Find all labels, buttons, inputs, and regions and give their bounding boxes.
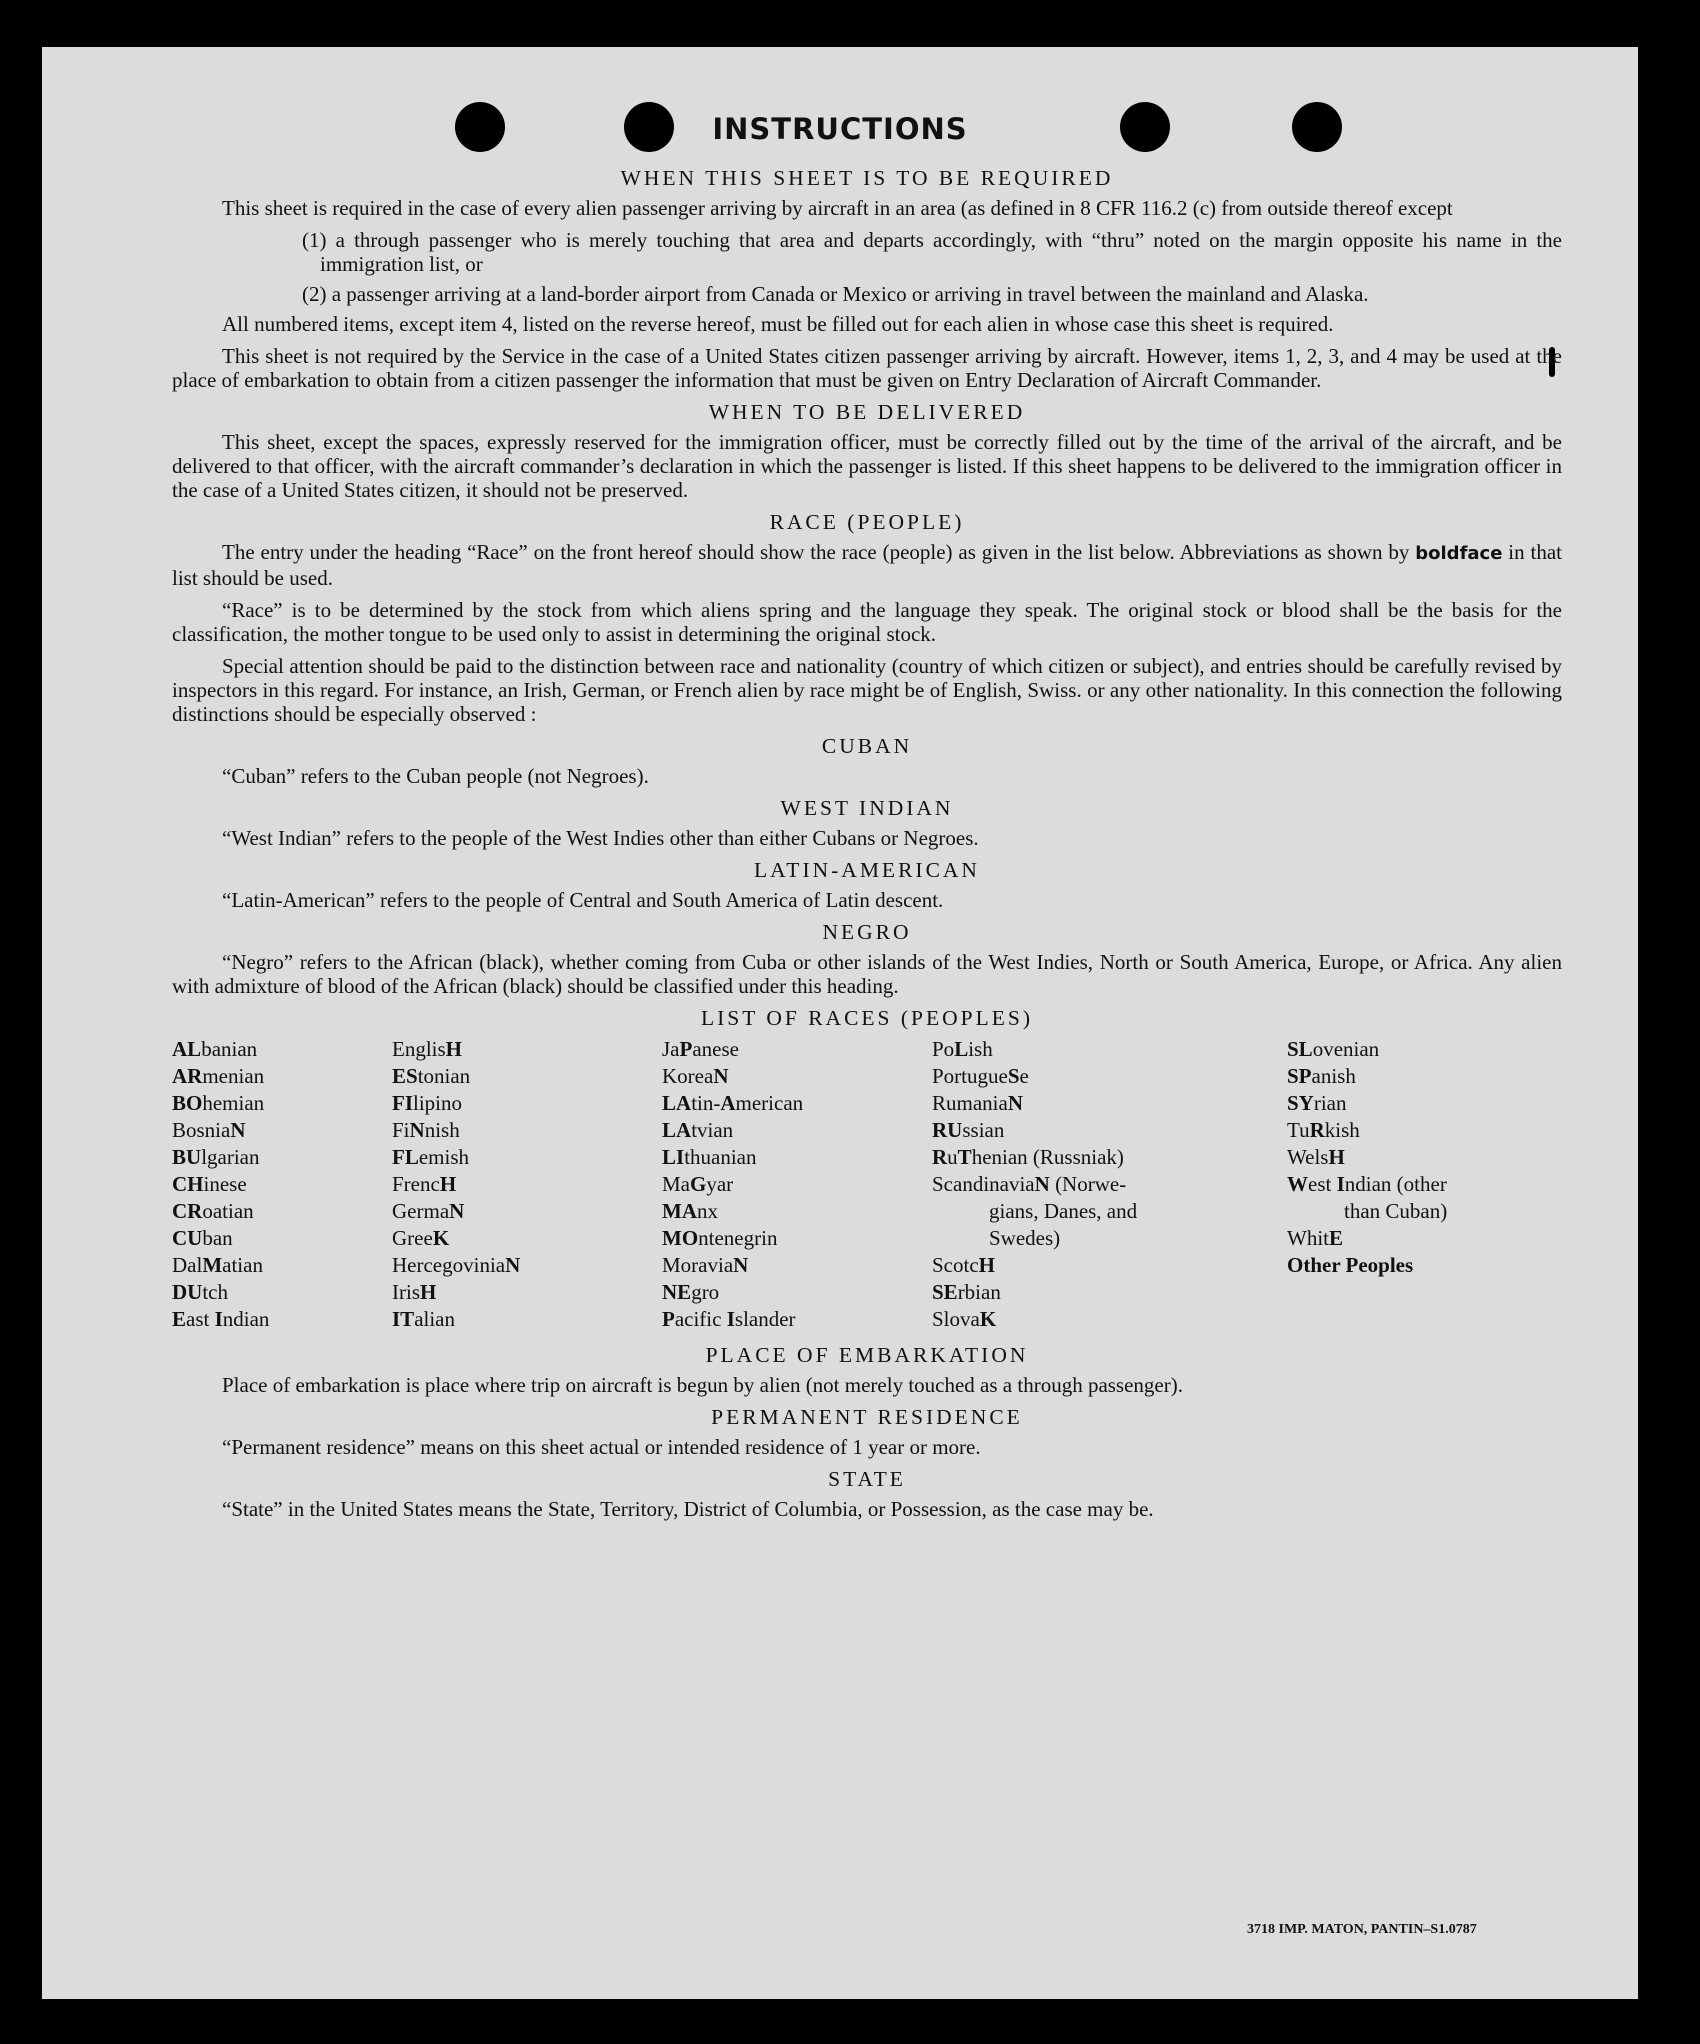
paragraph: This sheet, except the spaces, expressly reserved for the immigration officer, must be correctly filled out by the time of the arrival of the aircraft, and be delivered to that officer, with the aircraft commander’s declaration in which the passenger is listed. If this sheet happens to be delivered to the immigration officer in the case of a United States citizen, it should not be preserved. [172, 430, 1562, 502]
paragraph [172, 540, 1562, 590]
paragraph: This sheet is required in the case of every alien passenger arriving by aircraft in an area (as defined in 8 CFR 116.2 (c) from outside thereof except [222, 196, 1453, 220]
race-entry: MAnx [662, 1199, 718, 1223]
instructions-body [172, 162, 1562, 1529]
section-heading: WEST INDIAN [780, 796, 954, 820]
exception-item: (2) a passenger arriving at a land-border airport from Canada or Mexico or arriving in travel between the mainland and Alaska. [302, 282, 1369, 306]
race-entry: MoraviaN [662, 1253, 749, 1277]
paragraph: “West Indian” refers to the people of the West Indies other than either Cubans or Negroes. [222, 826, 979, 850]
race-entry: TuRkish [1287, 1118, 1360, 1142]
race-entry: WhitE [1287, 1226, 1344, 1250]
race-entry: MOntenegrin [662, 1226, 778, 1250]
document-sheet [42, 47, 1638, 1999]
paragraph: “Negro” refers to the African (black), whether coming from Cuba or other islands of the West Indies, North or South America, Europe, or Africa. Any alien with admixture of blood of the African (black) should be classified under this heading. [172, 950, 1562, 998]
race-entry: Other Peoples [1287, 1253, 1414, 1277]
race-entry: GreeK [392, 1226, 450, 1250]
race-entry: SPanish [1287, 1064, 1356, 1088]
section-heading: LIST OF RACES (PEOPLES) [700, 1006, 1034, 1030]
race-entry: NEgro [662, 1280, 720, 1304]
race-entry: CHinese [172, 1172, 247, 1196]
race-entry: SErbian [932, 1280, 1001, 1304]
race-entry: ARmenian [172, 1064, 265, 1088]
race-entry: FrencH [392, 1172, 457, 1196]
boldface-word: boldface [1415, 543, 1503, 564]
race-entry: RuThenian (Russniak) [932, 1145, 1124, 1169]
race-entry: BosniaN [172, 1118, 246, 1142]
race-entry: SLovenian [1287, 1037, 1380, 1061]
race-entry: CUban [172, 1226, 233, 1250]
race-entry: Swedes) [989, 1226, 1061, 1250]
paragraph: This sheet is not required by the Service in the case of a United States citizen passenger arriving by aircraft. However, items 1, 2, 3, and 4 may be used at the place of embarkation to obtain from a citizen passenger the information that must be given on Entry Declaration of Aircraft Commander. [172, 344, 1562, 392]
exception-item: (1) a through passenger who is merely touching that area and departs accordingly, with “thru” noted on the margin opposite his name in the immigration list, or [302, 228, 1562, 276]
race-entry: East Indian [172, 1307, 270, 1331]
paragraph: Place of embarkation is place where trip on aircraft is begun by alien (not merely touched as a through passenger). [222, 1373, 1183, 1397]
race-entry: FiNnish [392, 1118, 460, 1142]
race-column [932, 1036, 1287, 1333]
section-heading: WHEN THIS SHEET IS TO BE REQUIRED [620, 166, 1114, 190]
section-heading: STATE [828, 1467, 906, 1491]
race-entry: PoLish [932, 1037, 993, 1061]
race-entry: FLemish [392, 1145, 470, 1169]
section-heading: CUBAN [821, 734, 913, 758]
race-column [1287, 1036, 1547, 1333]
paragraph: All numbered items, except item 4, listed on the reverse hereof, must be filled out for each alien in whose case this sheet is required. [222, 312, 1334, 336]
race-entry: DUtch [172, 1280, 228, 1304]
race-entry: ITalian [392, 1307, 455, 1331]
race-entry: than Cuban) [1344, 1199, 1448, 1223]
race-column [172, 1036, 392, 1333]
race-entry: LIthuanian [662, 1145, 757, 1169]
paragraph: “Race” is to be determined by the stock from which aliens spring and the language they speak. The original stock or blood shall be the basis for the classification, the mother tongue to be used only to assist in determining the original stock. [172, 598, 1562, 646]
section-heading: WHEN TO BE DELIVERED [708, 400, 1026, 424]
page-title: INSTRUCTIONS [712, 112, 968, 146]
race-entry: SYrian [1287, 1091, 1347, 1115]
race-entry: GermaN [392, 1199, 465, 1223]
paragraph: Special attention should be paid to the distinction between race and nationality (country of which citizen or subject), and entries should be carefully revised by inspectors in this regard. For instance, an Irish, German, or French alien by race might be of English, Swiss. or any other nationality. In this connection the following distinctions should be especially observed : [172, 654, 1562, 726]
paragraph: “State” in the United States means the State, Territory, District of Columbia, or Possession, as the case may be. [222, 1497, 1154, 1521]
paragraph: “Cuban” refers to the Cuban people (not Negroes). [222, 764, 649, 788]
race-entry: WelsH [1287, 1145, 1345, 1169]
print-imprint: 3718 IMP. MATON, PANTIN–S1.0787 [1247, 1922, 1477, 1937]
race-entry: gians, Danes, and [989, 1199, 1138, 1223]
race-entry: LAtvian [662, 1118, 734, 1142]
race-entry: EnglisH [392, 1037, 463, 1061]
race-entry: EStonian [392, 1064, 471, 1088]
race-list [172, 1036, 1562, 1333]
race-entry: KoreaN [662, 1064, 729, 1088]
race-entry: JaPanese [662, 1037, 739, 1061]
section-heading: PERMANENT RESIDENCE [711, 1405, 1023, 1429]
race-entry: MaGyar [662, 1172, 734, 1196]
text-span: The entry under the heading “Race” on the front hereof should show the race (people) as given in the list below. Abbreviations as shown by [222, 540, 1416, 564]
race-entry: Pacific Islander [662, 1307, 796, 1331]
race-entry: CRoatian [172, 1199, 254, 1223]
race-entry: LAtin-American [662, 1091, 804, 1115]
race-column [392, 1036, 662, 1333]
section-heading: RACE (PEOPLE) [769, 510, 965, 534]
race-entry: RUssian [932, 1118, 1005, 1142]
race-entry: ALbanian [172, 1037, 258, 1061]
paragraph: “Latin-American” refers to the people of Central and South America of Latin descent. [222, 888, 944, 912]
race-entry: BOhemian [172, 1091, 265, 1115]
race-entry: RumaniaN [932, 1091, 1023, 1115]
race-entry: SlovaK [932, 1307, 997, 1331]
race-entry: ScotcH [932, 1253, 995, 1277]
text-span: in that list should be used. [172, 540, 1562, 590]
race-entry: IrisH [392, 1280, 437, 1304]
race-entry: BUlgarian [172, 1145, 260, 1169]
race-entry: PortugueSe [932, 1064, 1029, 1088]
section-heading: NEGRO [822, 920, 912, 944]
race-entry: FIlipino [392, 1091, 463, 1115]
race-entry: DalMatian [172, 1253, 263, 1277]
race-entry: West Indian (other [1287, 1172, 1447, 1196]
section-heading: PLACE OF EMBARKATION [705, 1343, 1029, 1367]
race-entry: ScandinaviaN (Norwe- [932, 1172, 1127, 1196]
race-column [662, 1036, 932, 1333]
paragraph: “Permanent residence” means on this sheet actual or intended residence of 1 year or more. [222, 1435, 981, 1459]
section-heading: LATIN-AMERICAN [754, 858, 980, 882]
race-entry: HercegoviniaN [392, 1253, 521, 1277]
